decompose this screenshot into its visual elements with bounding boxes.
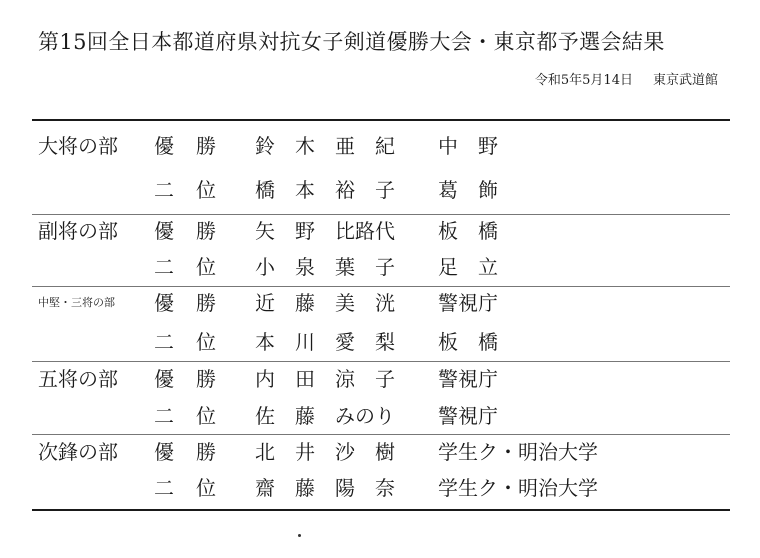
division-divider	[32, 434, 730, 435]
division-label: 次鋒の部	[38, 440, 118, 464]
page-title: 第15回全日本都道府県対抗女子剣道優勝大会・東京都予選会結果	[38, 30, 665, 54]
bottom-rule	[32, 509, 730, 511]
division-label: 副将の部	[38, 219, 118, 243]
player-name: 内 田 涼 子	[255, 367, 395, 391]
result-row	[0, 327, 760, 357]
player-affiliation: 板 橋	[438, 330, 498, 354]
division-label: 五将の部	[38, 367, 118, 391]
result-row	[0, 175, 760, 205]
rank-label: 優勝	[154, 291, 238, 315]
player-affiliation: 葛 飾	[438, 178, 498, 202]
result-row	[0, 364, 760, 394]
stray-mark	[298, 534, 301, 537]
player-affiliation: 板 橋	[438, 219, 498, 243]
result-row	[0, 216, 760, 246]
player-name: 橋 本 裕 子	[255, 178, 395, 202]
rank-label: 優勝	[154, 219, 238, 243]
player-name: 近 藤 美 洸	[255, 291, 395, 315]
result-row	[0, 473, 760, 503]
player-name: 矢 野 比路代	[255, 219, 395, 243]
division-divider	[32, 286, 730, 287]
player-affiliation: 中 野	[438, 134, 498, 158]
rank-label: 二位	[154, 404, 238, 428]
player-affiliation: 警視庁	[438, 291, 498, 315]
result-row	[0, 288, 760, 318]
rank-label: 二位	[154, 178, 238, 202]
player-affiliation: 足 立	[438, 255, 498, 279]
division-divider	[32, 214, 730, 215]
top-rule	[32, 119, 730, 121]
player-affiliation: 警視庁	[438, 367, 498, 391]
rank-label: 優勝	[154, 440, 238, 464]
result-row	[0, 401, 760, 431]
rank-label: 二位	[154, 255, 238, 279]
event-date: 令和5年5月14日	[534, 73, 633, 88]
result-row	[0, 131, 760, 161]
player-name: 本 川 愛 梨	[255, 330, 395, 354]
division-divider	[32, 361, 730, 362]
rank-label: 優勝	[154, 134, 238, 158]
rank-label: 二位	[154, 330, 238, 354]
player-affiliation: 警視庁	[438, 404, 498, 428]
player-name: 北 井 沙 樹	[255, 440, 395, 464]
event-info	[0, 69, 718, 88]
event-venue: 東京武道館	[652, 73, 718, 88]
rank-label: 優勝	[154, 367, 238, 391]
rank-label: 二位	[154, 476, 238, 500]
player-name: 齋 藤 陽 奈	[255, 476, 395, 500]
result-row	[0, 252, 760, 282]
player-name: 佐 藤 みのり	[255, 404, 395, 428]
division-label: 大将の部	[38, 134, 118, 158]
player-affiliation: 学生ク・明治大学	[438, 476, 598, 500]
player-affiliation: 学生ク・明治大学	[438, 440, 598, 464]
division-label: 中堅・三将の部	[38, 296, 115, 309]
player-name: 鈴 木 亜 紀	[255, 134, 395, 158]
result-row	[0, 437, 760, 467]
player-name: 小 泉 葉 子	[255, 255, 395, 279]
